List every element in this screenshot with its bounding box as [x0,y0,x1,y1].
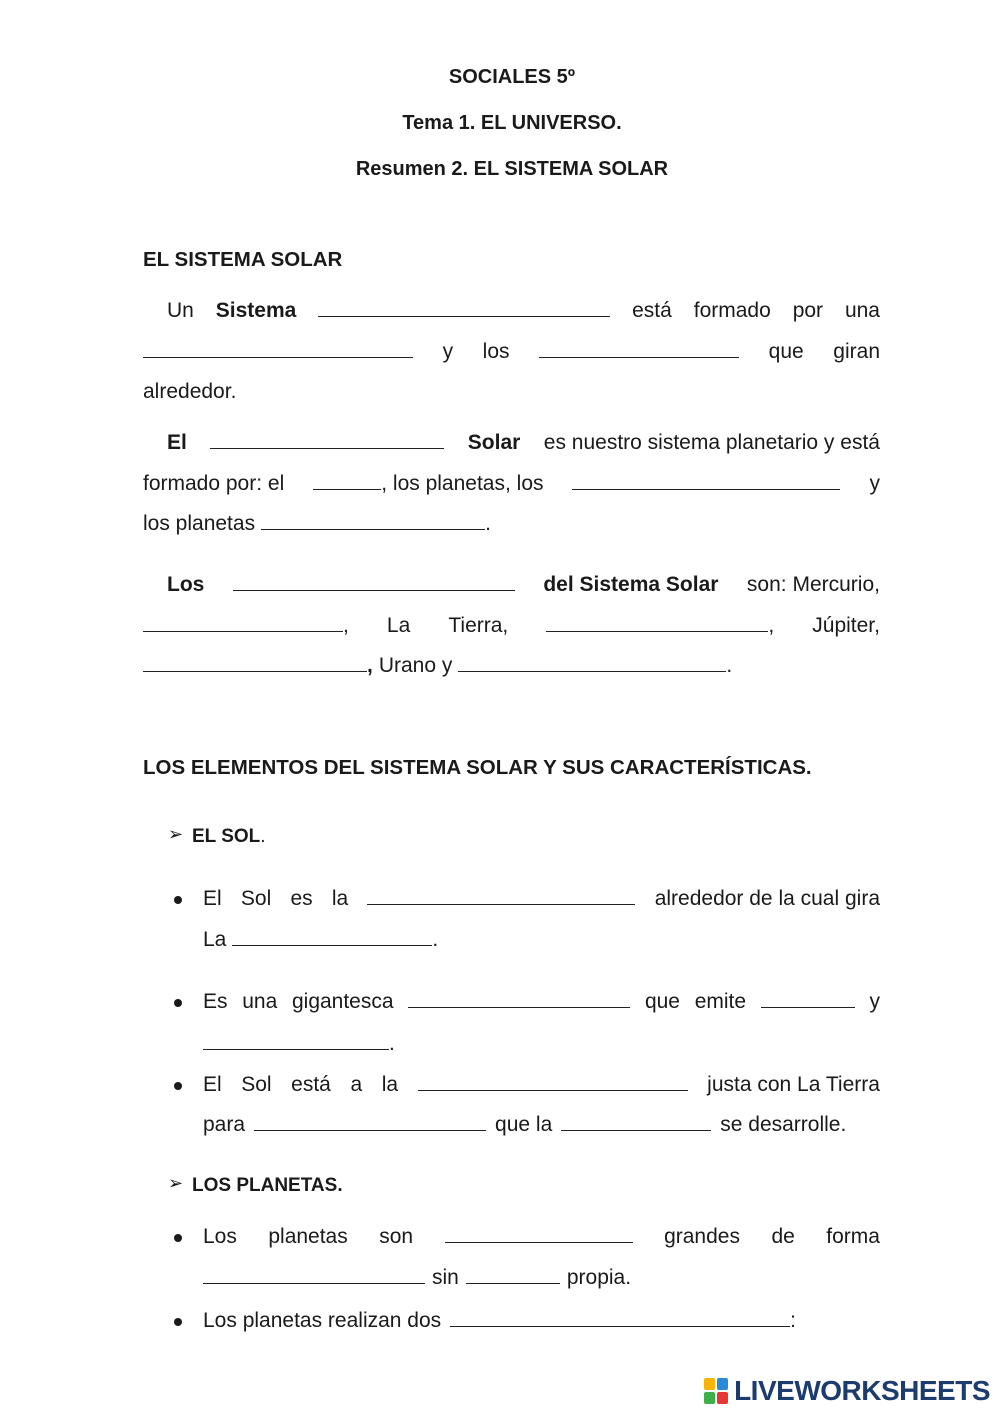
paragraph-2-line-1 [167,429,880,457]
text-run: se desarrolle. [720,1113,847,1136]
word: propia. [566,1266,632,1289]
text-run: justa con La Tierra [707,1073,880,1096]
word: forma [826,1225,880,1248]
word: que [768,340,804,363]
word: está [632,299,672,322]
bullet-icon [174,1234,182,1242]
section-heading-elementos: LOS ELEMENTOS DEL SISTEMA SOLAR Y SUS CARACTERÍSTICAS. [143,756,812,779]
word: formado [693,299,771,322]
bullet-icon [174,1318,182,1326]
planetas-bullet-1-line-1 [203,1223,880,1251]
word-bold: El [167,431,187,454]
word: alrededor. [143,380,237,403]
word: giran [833,340,880,363]
word: que [644,990,680,1013]
arrow-bullet-icon: ➢ [168,1173,184,1193]
blank-field[interactable] [367,886,635,905]
text-run: es nuestro sistema planetario y está [543,431,880,454]
text-run: los planetas [143,512,256,535]
liveworksheets-logo-icon [704,1378,728,1404]
subheading-el-sol [192,826,266,848]
blank-group [143,652,373,680]
blank-field[interactable] [318,298,610,317]
word: y [869,472,880,495]
punctuation: . [485,512,491,535]
blank-field[interactable] [313,471,381,490]
word: la [331,887,349,910]
punctuation: . [260,826,266,847]
word: una [844,299,880,322]
word-bold: Los [167,573,205,596]
blank-field[interactable] [572,471,840,490]
word: planetas [268,1225,348,1248]
word: Los [203,1225,237,1248]
word: y [442,340,454,363]
punctuation: , [367,654,373,677]
planetas-bullet-1-line-2 [203,1264,880,1292]
word: son [379,1225,414,1248]
punctuation: . [389,1032,395,1055]
paragraph-2-line-3 [143,510,880,538]
text-run: Los planetas realizan dos [203,1309,442,1332]
sol-bullet-2-line-1 [203,988,880,1016]
bullet-icon [174,896,182,904]
blank-field[interactable] [561,1112,711,1131]
blank-field[interactable] [418,1072,688,1091]
word: una [242,990,278,1013]
word: Sol [241,1073,272,1096]
blank-field[interactable] [143,653,367,672]
blank-group [546,612,774,640]
punctuation: , [343,614,349,637]
word: para [203,1113,246,1136]
text-run: alrededor de la cual gira [654,887,880,910]
paragraph-1-line-2 [143,338,880,366]
blank-field[interactable] [261,511,485,530]
blank-field[interactable] [143,339,413,358]
paragraph-1-line-1 [167,297,880,325]
text-run: formado por: el [143,472,285,495]
section-heading-sistema-solar: EL SISTEMA SOLAR [143,248,343,271]
punctuation: . [432,928,439,951]
word: El [203,887,222,910]
topic-title: Tema 1. EL UNIVERSO. [402,112,622,134]
paragraph-1-line-3 [143,378,880,406]
blank-field[interactable] [232,927,432,946]
word: Un [167,299,194,322]
liveworksheets-logo-text: LIVEWORKSHEETS [734,1375,990,1406]
blank-field[interactable] [143,613,343,632]
word: la [381,1073,399,1096]
paragraph-3-line-3 [143,652,880,680]
text-run-bold: del Sistema Solar [543,573,719,596]
text-run: son: Mercurio, [746,573,880,596]
word: los [482,340,510,363]
paragraph-3-line-1 [167,571,880,599]
blank-field[interactable] [203,1031,389,1050]
blank-field[interactable] [254,1112,486,1131]
word: gigantesca [291,990,394,1013]
sol-bullet-3-line-2 [203,1111,880,1139]
subheading-los-planetas: LOS PLANETAS. [192,1175,343,1196]
word: Es [203,990,228,1013]
word: y [869,990,880,1013]
bullet-icon [174,1082,182,1090]
paragraph-3-line-2 [143,612,880,640]
word-bold: Sistema [215,299,297,322]
subheading-label: EL SOL [192,826,261,847]
blank-field[interactable] [408,989,630,1008]
blank-field[interactable] [445,1224,633,1243]
blank-field[interactable] [546,613,768,632]
blank-field[interactable] [450,1308,790,1327]
sol-bullet-2-line-2 [203,1030,880,1058]
paragraph-2-line-2 [143,470,880,498]
word: La [386,614,411,637]
text-run: Urano y [378,654,453,677]
word: sin [432,1266,459,1289]
blank-group [143,612,349,640]
liveworksheets-logo[interactable] [704,1375,990,1407]
word: emite [694,990,747,1013]
blank-field[interactable] [466,1265,560,1284]
word: El [203,1073,222,1096]
word: La [203,928,227,951]
summary-title: Resumen 2. EL SISTEMA SOLAR [355,158,669,180]
text-run: que la [495,1113,553,1136]
word: está [291,1073,331,1096]
text-run: , los planetas, los [381,472,544,495]
sol-bullet-1-line-1 [203,885,880,913]
word-bold: Solar [467,431,521,454]
word: Tierra, [448,614,509,637]
blank-field[interactable] [203,1265,425,1284]
word: grandes [664,1225,740,1248]
blank-field[interactable] [210,430,444,449]
course-title: SOCIALES 5º [448,66,576,88]
word: de [771,1225,795,1248]
word: es [290,887,313,910]
word: a [350,1073,363,1096]
punctuation: , [768,614,775,637]
sol-bullet-1-line-2 [203,926,880,954]
punctuation: . [726,654,733,677]
blank-field[interactable] [458,653,726,672]
sol-bullet-3-line-1 [203,1071,880,1099]
word: por [792,299,824,322]
bullet-icon [174,999,182,1007]
blank-group [313,470,543,498]
arrow-bullet-icon: ➢ [168,824,184,844]
word: Sol [240,887,272,910]
planetas-bullet-2-line-1 [203,1307,880,1335]
punctuation: : [790,1309,797,1332]
blank-field[interactable] [539,339,739,358]
blank-field[interactable] [761,989,855,1008]
word: Júpiter, [812,614,880,637]
blank-field[interactable] [233,572,515,591]
